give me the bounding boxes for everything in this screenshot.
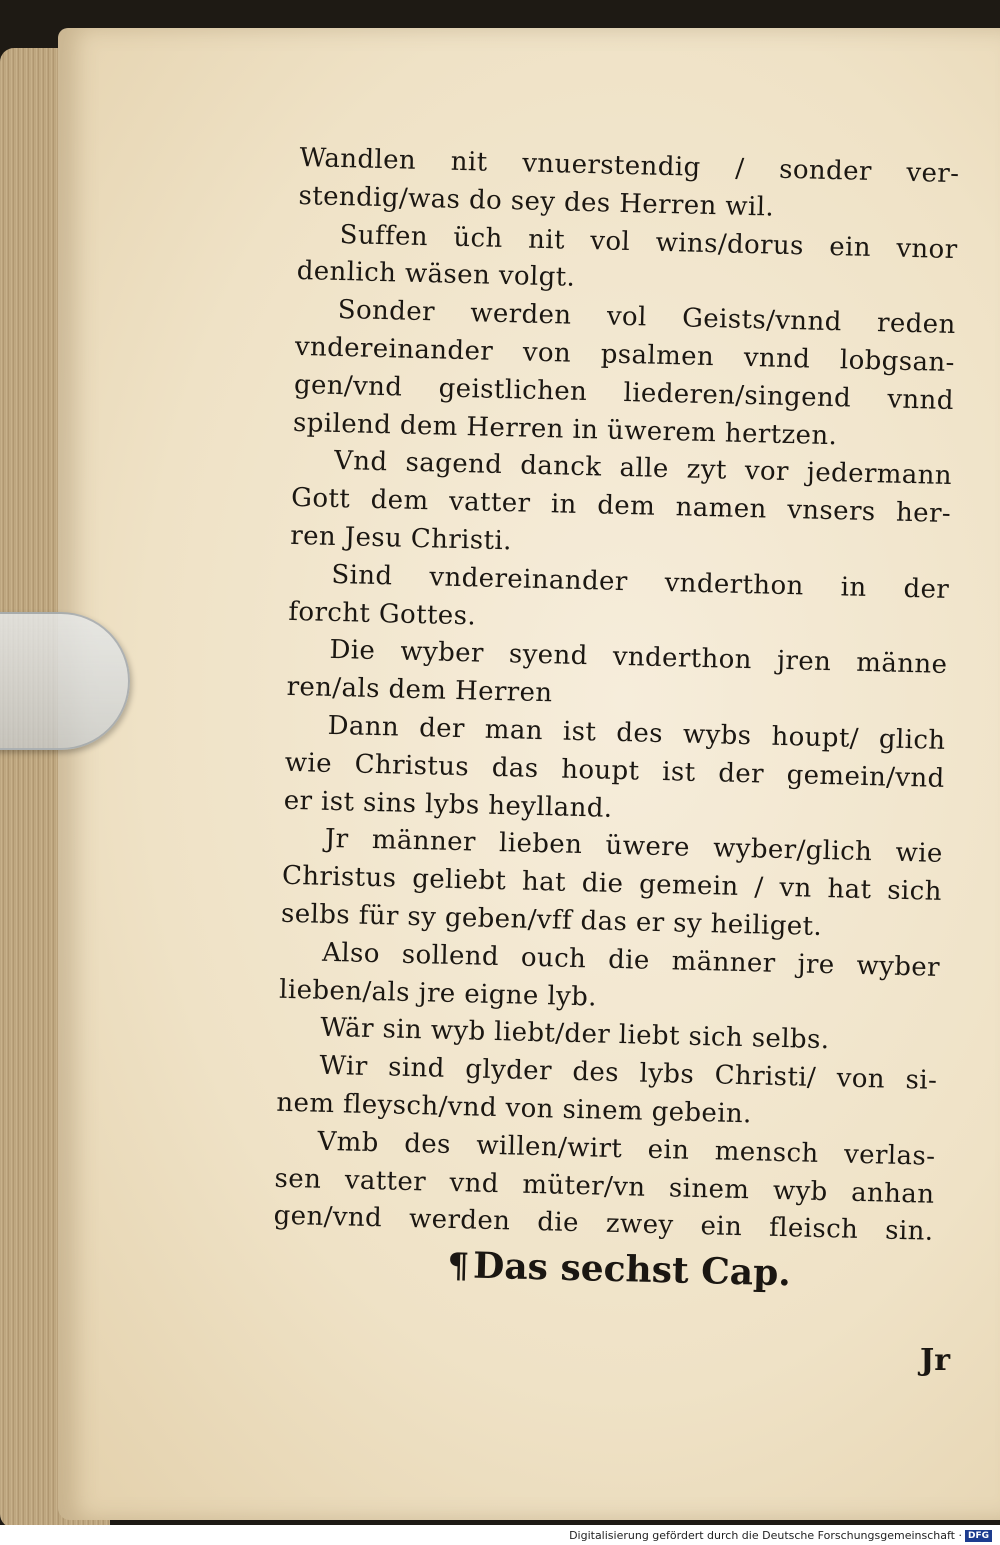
text-line: selbs für sy geben/vff das er sy heiliget. — [280, 898, 823, 942]
pilcrow-icon: ¶ — [447, 1246, 470, 1287]
text-line: ren/als dem Herren — [286, 671, 553, 709]
text-line: wie Christus das houpt ist der gemein/vnd — [284, 747, 945, 794]
text-line: Wir sind glyder des lybs Christi/ von si- — [319, 1050, 938, 1096]
text-line: denlich wäsen volgt. — [296, 256, 576, 294]
text-block — [272, 140, 960, 1301]
text-line: sen vatter vnd müter/vn sinem wyb anhan — [274, 1163, 935, 1210]
text-line: Sonder werden vol Geists/vnnd reden — [337, 295, 957, 341]
text-line: gen/vnd werden die zwey ein fleisch sin. — [273, 1200, 934, 1248]
dfg-logo: DFG — [965, 1530, 992, 1542]
chapter-heading-text: Das sechst Cap. — [472, 1244, 792, 1295]
text-line: forcht Gottes. — [288, 596, 477, 632]
text-line: Wär sin wyb liebt/der liebt sich selbs. — [319, 1013, 830, 1056]
text-line: spilend dem Herren in üwerem hertzen. — [292, 407, 838, 451]
text-line: Dann der man ist des wybs houpt/ glich — [327, 710, 946, 756]
text-line: lieben/als jre eigne lyb. — [278, 974, 598, 1013]
footer-credit — [569, 1529, 992, 1542]
text-line: Also sollend ouch die männer jre wyber — [321, 937, 941, 983]
text-line: Sind vndereinander vnderthon in der — [331, 559, 950, 605]
text-line: Die wyber syend vnderthon jren männe — [329, 635, 948, 681]
catchword: Jr — [920, 1343, 950, 1378]
text-line: ren Jesu Christi. — [289, 520, 513, 557]
text-line: Gott dem vatter in dem namen vnsers her- — [290, 483, 952, 530]
text-line: vndereinander von psalmen vnnd lobgsan- — [294, 331, 956, 379]
text-line: Jr männer lieben üwere wyber/glich wie — [324, 824, 944, 870]
text-line: Vmb des willen/wirt ein mensch verlas- — [317, 1126, 936, 1172]
text-line: gen/vnd geistlichen liederen/singend vnnd — [293, 369, 955, 416]
text-line: Wandlen nit vnuerstendig / sonder ver- — [299, 142, 960, 190]
footer-text: Digitalisierung gefördert durch die Deutsche Forschungsgemeinschaft · — [569, 1529, 962, 1542]
text-line: Christus geliebt hat die gemein / vn hat sich — [281, 860, 943, 908]
text-line: Suffen üch nit vol wins/dorus ein vnor — [339, 219, 958, 265]
text-line: nem fleysch/vnd von sinem gebein. — [276, 1087, 753, 1130]
text-line: Vnd sagend danck alle zyt vor jedermann — [333, 446, 953, 492]
text-line: stendig/was do sey des Herren wil. — [298, 180, 775, 223]
text-line: er ist sins lybs heylland. — [283, 785, 613, 824]
